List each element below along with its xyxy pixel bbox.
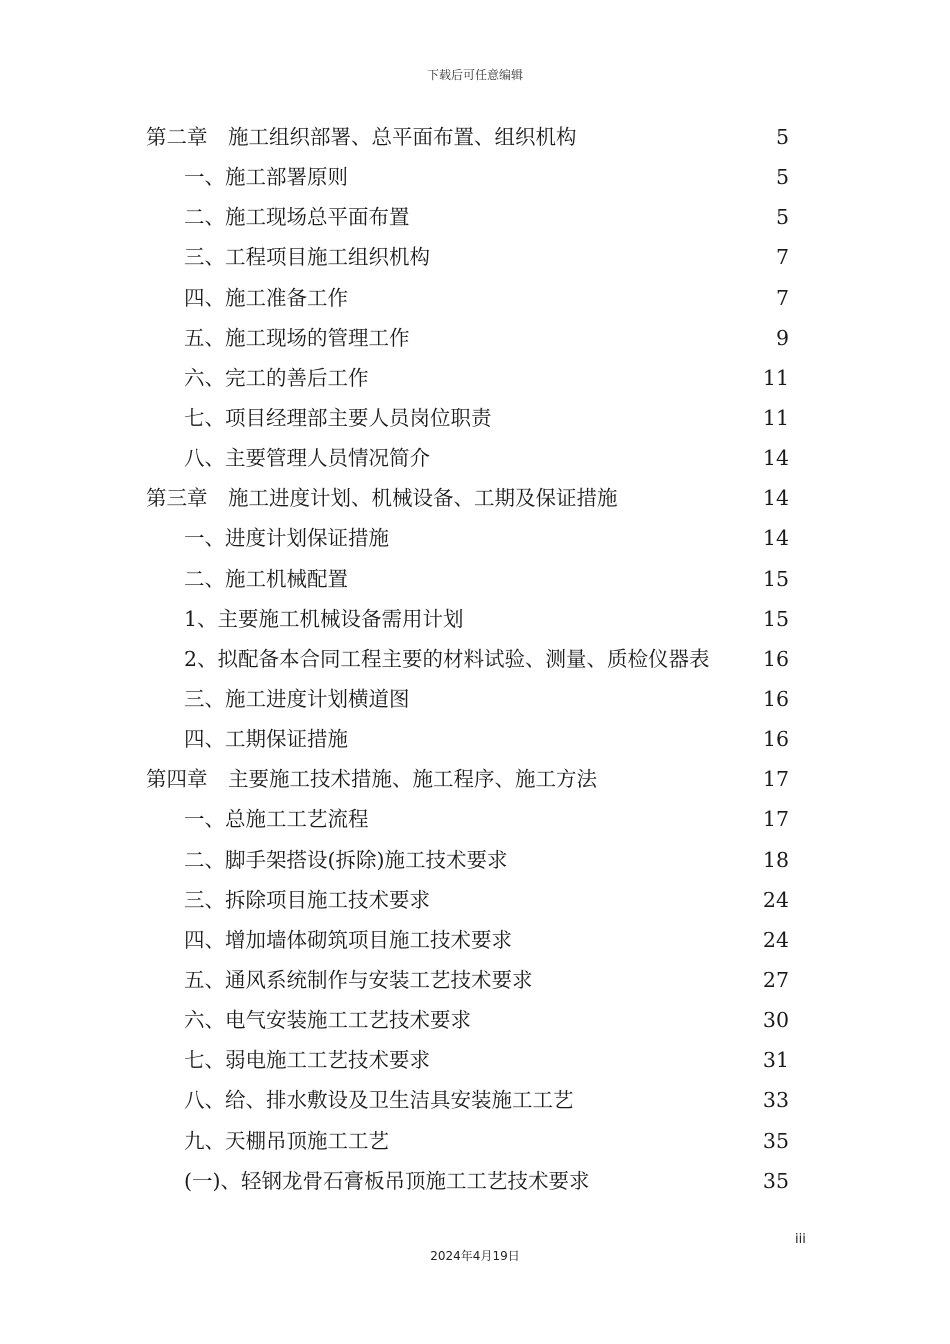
- toc-entry-page: 15: [762, 566, 789, 591]
- toc-section-entry[interactable]: [0, 719, 950, 759]
- toc-entry-page: 33: [762, 1088, 789, 1113]
- toc-section-entry[interactable]: [0, 1040, 950, 1080]
- toc-section-entry[interactable]: [0, 157, 950, 197]
- toc-entry-title: 六、完工的善后工作: [184, 365, 369, 390]
- toc-entry-title: 七、弱电施工工艺技术要求: [184, 1048, 430, 1073]
- toc-entry-title: 第三章 施工进度计划、机械设备、工期及保证措施: [146, 486, 618, 511]
- toc-entry-page: 5: [775, 125, 789, 149]
- table-of-contents: [0, 117, 950, 1201]
- toc-entry-page: 31: [762, 1048, 789, 1073]
- toc-section-entry[interactable]: [0, 197, 950, 237]
- toc-entry-page: 24: [762, 887, 789, 912]
- toc-entry-title: 五、施工现场的管理工作: [184, 325, 410, 350]
- toc-entry-page: 14: [762, 486, 789, 511]
- toc-section-entry[interactable]: [0, 358, 950, 398]
- toc-entry-page: 35: [762, 1128, 789, 1153]
- toc-entry-page: 16: [762, 727, 789, 752]
- toc-section-entry[interactable]: [0, 1000, 950, 1040]
- toc-entry-title: 四、施工准备工作: [184, 285, 348, 310]
- toc-section-entry[interactable]: [0, 840, 950, 880]
- toc-entry-title: 二、脚手架搭设(拆除)施工技术要求: [184, 847, 508, 872]
- toc-section-entry[interactable]: [0, 1161, 950, 1201]
- toc-section-entry[interactable]: [0, 398, 950, 438]
- toc-entry-page: 5: [775, 205, 789, 230]
- page-header: 下载后可任意编辑: [426, 68, 523, 82]
- toc-entry-title: 三、施工进度计划横道图: [184, 686, 410, 711]
- toc-entry-title: 2、拟配备本合同工程主要的材料试验、测量、质检仪器表: [184, 646, 710, 671]
- toc-section-entry[interactable]: [0, 679, 950, 719]
- toc-entry-page: 16: [762, 646, 789, 671]
- toc-entry-title: 五、通风系统制作与安装工艺技术要求: [184, 967, 533, 992]
- toc-section-entry[interactable]: [0, 880, 950, 920]
- toc-entry-page: 35: [762, 1168, 789, 1193]
- toc-entry-title: 第二章 施工组织部署、总平面布置、组织机构: [146, 125, 577, 149]
- toc-section-entry[interactable]: [0, 237, 950, 277]
- toc-entry-page: 18: [762, 847, 789, 872]
- footer-date: 2024年4月19日: [430, 1249, 520, 1263]
- toc-entry-page: 7: [775, 285, 789, 310]
- toc-entry-title: 一、施工部署原则: [184, 165, 348, 190]
- toc-entry-title: 一、总施工工艺流程: [184, 807, 369, 832]
- toc-entry-title: 八、给、排水敷设及卫生洁具安装施工工艺: [184, 1088, 574, 1113]
- toc-entry-page: 17: [762, 807, 789, 832]
- toc-section-entry[interactable]: [0, 1121, 950, 1161]
- toc-section-entry[interactable]: [0, 639, 950, 679]
- toc-entry-page: 14: [762, 526, 789, 551]
- toc-section-entry[interactable]: [0, 1080, 950, 1120]
- toc-entry-title: 二、施工现场总平面布置: [184, 205, 410, 230]
- toc-entry-page: 14: [762, 446, 789, 471]
- toc-entry-page: 16: [762, 686, 789, 711]
- toc-entry-page: 24: [762, 927, 789, 952]
- toc-entry-page: 5: [775, 165, 789, 190]
- toc-entry-page: 17: [762, 767, 789, 792]
- toc-entry-title: 一、进度计划保证措施: [184, 526, 389, 551]
- toc-entry-title: 八、主要管理人员情况简介: [184, 446, 430, 471]
- toc-chapter-entry[interactable]: [0, 478, 950, 518]
- toc-section-entry[interactable]: [0, 799, 950, 839]
- toc-entry-page: 11: [762, 405, 789, 430]
- toc-chapter-entry[interactable]: [0, 117, 950, 157]
- toc-entry-page: 30: [762, 1008, 789, 1033]
- toc-entry-title: 四、增加墙体砌筑项目施工技术要求: [184, 927, 512, 952]
- toc-section-entry[interactable]: [0, 960, 950, 1000]
- toc-chapter-entry[interactable]: [0, 759, 950, 799]
- toc-entry-title: 第四章 主要施工技术措施、施工程序、施工方法: [146, 767, 597, 792]
- toc-entry-page: 15: [762, 606, 789, 631]
- toc-entry-title: 二、施工机械配置: [184, 566, 348, 591]
- toc-entry-title: (一)、轻钢龙骨石膏板吊顶施工工艺技术要求: [184, 1168, 590, 1193]
- toc-entry-title: 1、主要施工机械设备需用计划: [184, 606, 464, 631]
- toc-entry-title: 三、工程项目施工组织机构: [184, 245, 430, 270]
- toc-entry-page: 27: [762, 967, 789, 992]
- toc-entry-title: 六、电气安装施工工艺技术要求: [184, 1008, 471, 1033]
- toc-section-entry[interactable]: [0, 438, 950, 478]
- toc-entry-title: 七、项目经理部主要人员岗位职责: [184, 405, 492, 430]
- page-number: iii: [795, 1232, 806, 1247]
- toc-section-entry[interactable]: [0, 278, 950, 318]
- toc-section-entry[interactable]: [0, 920, 950, 960]
- toc-section-entry[interactable]: [0, 559, 950, 599]
- toc-section-entry[interactable]: [0, 599, 950, 639]
- toc-entry-title: 三、拆除项目施工技术要求: [184, 887, 430, 912]
- toc-entry-page: 11: [762, 365, 789, 390]
- toc-entry-title: 四、工期保证措施: [184, 727, 348, 752]
- toc-entry-title: 九、天棚吊顶施工工艺: [184, 1128, 389, 1153]
- toc-entry-page: 7: [775, 245, 789, 270]
- toc-entry-page: 9: [775, 325, 789, 350]
- toc-section-entry[interactable]: [0, 318, 950, 358]
- toc-section-entry[interactable]: [0, 518, 950, 558]
